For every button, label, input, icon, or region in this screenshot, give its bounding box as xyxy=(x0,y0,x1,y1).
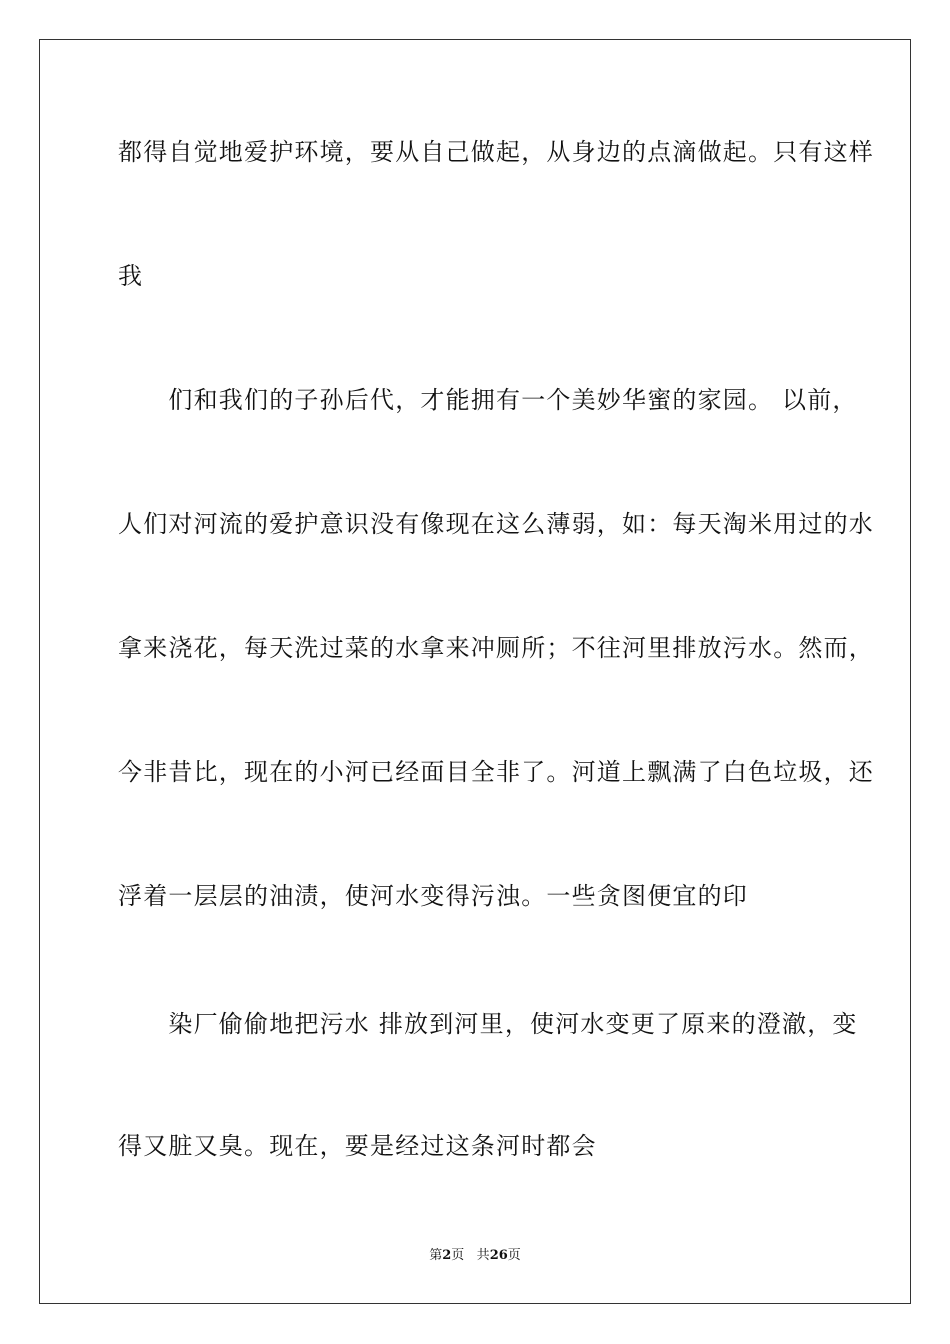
text-line-8: 染厂偷偷地把污水 排放到河里，使河水变更了原来的澄澈，变 xyxy=(118,1010,858,1038)
text-line-3: 们和我们的子孙后代，才能拥有一个美妙华蜜的家园。 以前， xyxy=(118,386,858,414)
text-line-2: 我 xyxy=(118,262,144,290)
text-line-6: 今非昔比，现在的小河已经面目全非了。河道上飘满了白色垃圾，还 xyxy=(118,758,874,786)
text-line-4: 人们对河流的爱护意识没有像现在这么薄弱，如：每天淘米用过的水 xyxy=(118,510,874,538)
total-pages: 26 xyxy=(489,1248,508,1263)
page-border xyxy=(39,39,911,1304)
page-number: 2 xyxy=(442,1248,452,1263)
page-prefix: 第 xyxy=(429,1248,443,1263)
text-line-5: 拿来浇花，每天洗过菜的水拿来冲厕所；不往河里排放污水。然而， xyxy=(118,634,874,662)
text-line-1: 都得自觉地爱护环境，要从自己做起，从身边的点滴做起。只有这样 xyxy=(118,138,874,166)
text-line-7: 浮着一层层的油渍，使河水变得污浊。一些贪图便宜的印 xyxy=(118,882,748,910)
total-prefix: 共 xyxy=(476,1248,490,1263)
page-footer xyxy=(0,1248,950,1264)
text-line-9: 得又脏又臭。现在，要是经过这条河时都会 xyxy=(118,1132,597,1160)
page-suffix: 页 xyxy=(451,1248,465,1263)
total-suffix: 页 xyxy=(507,1248,521,1263)
